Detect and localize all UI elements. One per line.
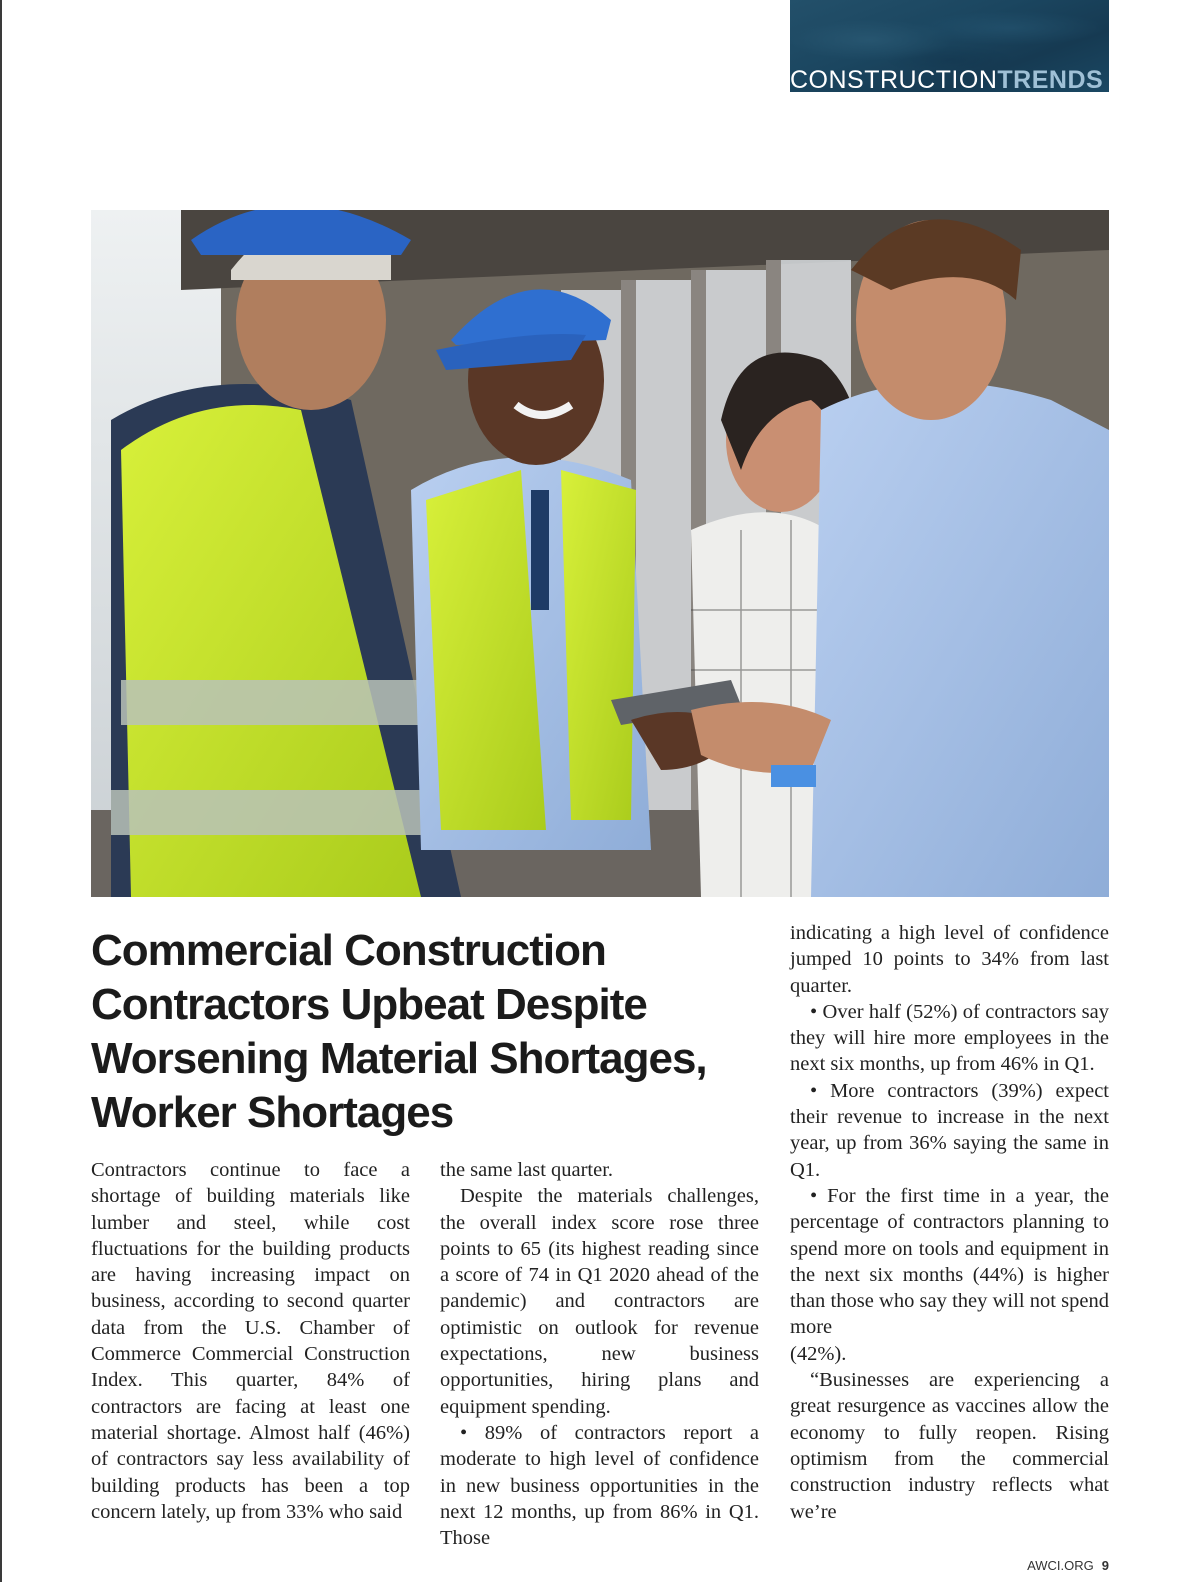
- paragraph: Contractors continue to face a shortage of building materials like lumber and steel, while cost fluctuations for the building products are having increasing impact on business, according to second quarter data from the U.S. Chamber of Commerce Commercial Construction Index. This quarter, 84% of contractors are facing at least one material shortage. Almost half (46%) of contractors say less availability of building products has been a top concern lately, up from 33% who said: [91, 1159, 410, 1523]
- quote-paragraph: “Businesses are experiencing a great resurgence as vaccines allow the economy to fully reopen. Rising optimism from the commercial construction industry reflects what we’re: [790, 1369, 1109, 1523]
- photo-illustration: [91, 210, 1109, 897]
- bullet-paragraph: • 89% of contractors report a moderate to high level of confidence in new business opportunities in the next 12 months, up from 86% in Q1. Those: [440, 1421, 759, 1550]
- article-column-1: [91, 1157, 410, 1525]
- article-photo: [91, 210, 1109, 897]
- article-column-2: [440, 1157, 759, 1551]
- bullet-paragraph: • Over half (52%) of contractors say they will hire more employees in the next six months, up from 46% in Q1.: [790, 1000, 1109, 1076]
- article-headline: Commercial Construction Contractors Upbeat Despite Worsening Material Shortages, Worker Shortages: [91, 926, 707, 1137]
- header-texture: [790, 0, 1109, 70]
- section-label-light: CONSTRUCTION: [790, 66, 998, 92]
- section-label: [790, 67, 1109, 92]
- section-header: [790, 0, 1109, 92]
- page-edge-rule: [0, 0, 2, 1582]
- paragraph: (42%).: [790, 1342, 847, 1365]
- paragraph: Despite the materials challenges, the overall index score rose three points to 65 (its highest reading since a score of 74 in Q1 2020 ahead of the pandemic) and contractors are optimistic on outlook for revenue expectations, new business opportunities, hiring plans and equipment spending.: [440, 1185, 759, 1418]
- paragraph: the same last quarter.: [440, 1159, 614, 1181]
- footer-site: AWCI.ORG: [1027, 1558, 1094, 1573]
- bullet-paragraph: • More contractors (39%) expect their revenue to increase in the next year, up from 36% saying the same in Q1.: [790, 1079, 1109, 1181]
- article-column-3: [790, 920, 1109, 1525]
- bullet-paragraph: • For the first time in a year, the percentage of contractors planning to spend more on tools and equipment in the next six months (44%) is higher than those who say they will not spend more: [790, 1184, 1109, 1339]
- paragraph: indicating a high level of confidence jumped 10 points to 34% from last quarter.: [790, 922, 1109, 997]
- page-number: 9: [1101, 1558, 1109, 1573]
- page-footer: [1027, 1558, 1109, 1573]
- section-label-bold: TRENDS: [997, 66, 1104, 92]
